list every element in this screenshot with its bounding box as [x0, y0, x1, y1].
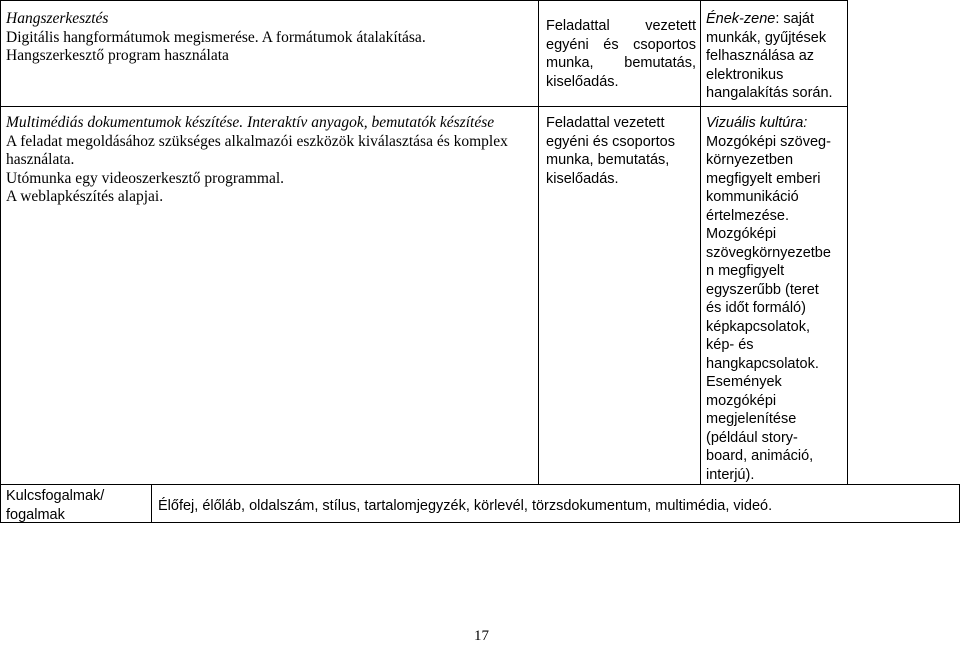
method-line: munka, bemutatás,	[546, 152, 670, 168]
keywords-label-line: Kulcsfogalmak/	[6, 488, 105, 504]
column-divider	[700, 0, 701, 485]
topic-line: Hangszerkesztő program használata	[6, 47, 229, 64]
method-line: Feladattal vezetett	[546, 115, 665, 131]
method-line: egyéni és csoportos	[546, 133, 675, 150]
table-left-border	[0, 0, 1, 523]
column-divider	[538, 0, 539, 485]
method-line: munka, bemutatás,	[546, 55, 696, 71]
keywords-label-line: fogalmak	[6, 506, 65, 523]
method-line: kiselőadás.	[546, 170, 619, 187]
connection-line: és időt formáló)	[706, 300, 806, 316]
column-divider	[151, 485, 152, 523]
connection-line: Események	[706, 374, 782, 390]
method-line: Feladattal vezetett	[546, 18, 696, 34]
connection-label: Vizuális kultúra:	[706, 115, 808, 131]
topic-line: A feladat megoldásához szükséges alkalmazói eszközök kiválasztása és komplex	[6, 132, 508, 150]
keywords-label	[6, 487, 148, 524]
topic-cell	[6, 10, 534, 66]
keywords-text	[158, 497, 956, 516]
connection-line: Mozgóképi szöveg-	[706, 133, 831, 150]
topic-title: Hangszerkesztés	[6, 10, 109, 27]
connection-label: Ének-zene	[706, 11, 776, 27]
page-number: 17	[474, 628, 489, 644]
table-top-border	[0, 0, 848, 1]
connection-line: környezetben	[706, 152, 794, 168]
connection-cell	[706, 114, 846, 484]
topic-line: Utómunka egy videoszerkesztő programmal.	[6, 169, 285, 187]
topic-subtitle: Interaktív anyagok, bemutatók készítése	[243, 114, 495, 131]
connection-line: Mozgóképi	[706, 226, 777, 242]
connection-line: kép- és	[706, 337, 754, 353]
connection-line: hangalakítás során.	[706, 85, 833, 101]
table-right-border	[847, 0, 848, 485]
row-divider	[0, 106, 848, 107]
connection-line: megfigyelt emberi	[706, 170, 821, 187]
connection-line: kommunikáció	[706, 189, 799, 205]
topic-line: használata.	[6, 151, 75, 168]
connection-line: felhasználása az	[706, 48, 815, 64]
connection-line: hangkapcsolatok.	[706, 355, 819, 372]
connection-line: munkák, gyűjtések	[706, 29, 827, 46]
method-cell	[546, 114, 696, 188]
connection-text: : saját	[775, 11, 815, 27]
topic-line: A weblapkészítés alapjai.	[6, 188, 164, 205]
keywords-list: Élőfej, élőláb, oldalszám, stílus, tartalomjegyzék, körlevél, törzsdokumentum, multimédia, videó.	[158, 498, 773, 514]
connection-line: board, animáció,	[706, 448, 814, 464]
method-line: kiselőadás.	[546, 73, 619, 90]
connection-line: elektronikus	[706, 66, 784, 83]
topic-line: Digitális hangformátumok megismerése. A formátumok átalakítása.	[6, 28, 426, 46]
connection-line: egyszerűbb (teret	[706, 281, 819, 298]
connection-line: (például story-	[706, 429, 798, 446]
connection-cell	[706, 10, 846, 103]
connection-line: képkapcsolatok,	[706, 318, 810, 335]
connection-line: interjú).	[706, 466, 755, 483]
connection-line: n megfigyelt	[706, 263, 785, 279]
method-cell	[546, 17, 696, 91]
topic-cell	[6, 114, 534, 207]
method-line: egyéni és csoportos	[546, 36, 696, 53]
connection-line: értelmezése.	[706, 207, 790, 224]
topic-title: Multimédiás dokumentumok készítése.	[6, 114, 244, 131]
connection-line: mozgóképi	[706, 392, 777, 409]
connection-line: megjelenítése	[706, 411, 797, 427]
connection-line: szövegkörnyezetbe	[706, 244, 831, 261]
row-divider	[0, 484, 960, 485]
